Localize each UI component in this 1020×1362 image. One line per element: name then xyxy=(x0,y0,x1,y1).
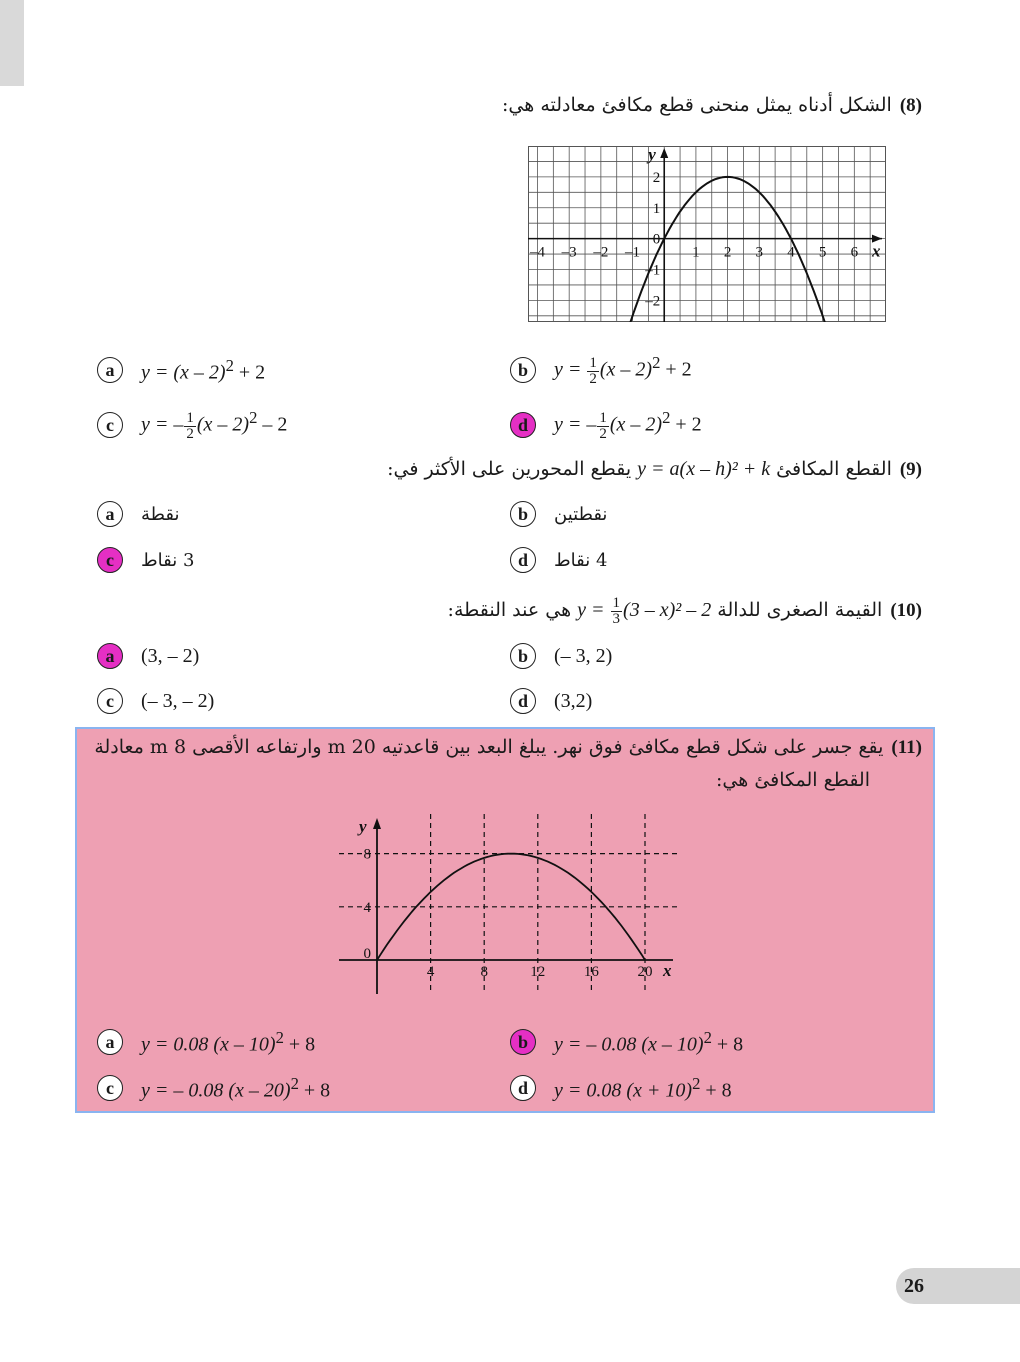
option-letter: b xyxy=(510,1029,536,1055)
option-text: نقطتين xyxy=(554,503,608,525)
option-letter: a xyxy=(97,357,123,383)
y-tick-label: 4 xyxy=(363,899,371,916)
q11-option-b[interactable] xyxy=(510,1026,743,1058)
x-axis-label: x xyxy=(872,241,881,261)
q11-option-d[interactable] xyxy=(510,1072,732,1104)
q8-option-a[interactable] xyxy=(97,354,265,386)
option-letter: a xyxy=(97,643,123,669)
y-tick-label: 0 xyxy=(652,231,661,248)
option-letter: d xyxy=(510,1075,536,1101)
x-tick-label: –2 xyxy=(593,244,609,261)
option-formula: y = – 0.08 (x – 20)$^2$ + 8 xyxy=(141,1073,331,1102)
question-11-number: (11) xyxy=(891,737,922,758)
question-8-text: الشكل أدناه يمثل منحنى قطع مكافئ معادلته هي: xyxy=(502,94,892,116)
y-tick-label: 1 xyxy=(652,200,661,217)
option-formula: y = $\frac{1}{2}$ (x – 2)$^2$ + 2 xyxy=(554,353,692,387)
q11-option-c[interactable] xyxy=(97,1072,330,1104)
option-text: 4 نقاط xyxy=(554,549,608,571)
q10-option-d[interactable] xyxy=(510,685,592,717)
graph-frame xyxy=(529,147,886,322)
x-tick-label: 1 xyxy=(692,244,700,261)
page-number: 26 xyxy=(896,1268,1020,1304)
question-10-stem: (10)القيمة الصغرى للدالة y = $\frac{1}{3}$ (3 – x)² – 2 هي عند النقطة: xyxy=(447,594,922,627)
option-letter: a xyxy=(97,1029,123,1055)
q8-option-b[interactable] xyxy=(510,354,692,386)
q9-option-a[interactable] xyxy=(97,498,180,530)
question-9-number: (9) xyxy=(899,459,922,480)
x-tick-label: 4 xyxy=(426,964,435,980)
q10-option-b[interactable] xyxy=(510,640,612,672)
x-tick-label: –1 xyxy=(625,244,641,261)
option-letter: b xyxy=(510,357,536,383)
y-tick-label: –1 xyxy=(645,262,661,279)
x-tick-label: 12 xyxy=(530,964,546,980)
q9-option-d[interactable] xyxy=(510,544,607,576)
option-text: 3 نقاط xyxy=(141,549,195,571)
q10-option-c[interactable] xyxy=(97,685,214,717)
y-axis-label: y xyxy=(648,146,656,164)
q8-option-d[interactable] xyxy=(510,409,702,441)
option-text: نقطة xyxy=(141,503,180,525)
option-letter: c xyxy=(97,688,123,714)
question-10-math: y = $\frac{1}{3}$ (3 – x)² – 2 xyxy=(577,594,712,627)
x-tick-label: 20 xyxy=(637,964,653,980)
question-10-number: (10) xyxy=(890,600,922,621)
option-letter: b xyxy=(510,643,536,669)
question-9-stem: (9)القطع المكافئ y = a(x – h)² + k يقطع المحورين على الأكثر في: xyxy=(387,458,922,480)
y-tick-label: –2 xyxy=(645,293,661,310)
q9-option-b[interactable] xyxy=(510,498,607,530)
question-9-math: y = a(x – h)² + k xyxy=(637,458,771,480)
option-formula: y = – $\frac{1}{2}$ (x – 2)$^2$ – 2 xyxy=(141,408,288,442)
x-tick-label: –4 xyxy=(530,244,546,261)
x-tick-label: 6 xyxy=(850,244,859,261)
y-axis-arrow xyxy=(660,148,668,158)
q8-option-c[interactable] xyxy=(97,409,287,441)
y-axis-arrow xyxy=(373,818,381,829)
option-formula: y = – $\frac{1}{2}$ (x – 2)$^2$ + 2 xyxy=(554,408,702,442)
option-formula: y = (x – 2)$^2$ + 2 xyxy=(141,355,266,384)
q11-option-a[interactable] xyxy=(97,1026,315,1058)
q10-option-a[interactable] xyxy=(97,640,199,672)
option-text: (– 3, 2) xyxy=(554,644,613,667)
x-tick-label: 16 xyxy=(583,964,599,980)
option-text: (3,2) xyxy=(554,689,593,712)
option-formula: y = 0.08 (x – 10)$^2$ + 8 xyxy=(141,1027,316,1056)
y-tick-label: 0 xyxy=(363,946,371,962)
option-letter: a xyxy=(97,501,123,527)
question-8-graph xyxy=(528,146,886,322)
option-letter: b xyxy=(510,501,536,527)
question-8-stem xyxy=(502,89,922,122)
option-formula: y = 0.08 $(x + 10)^2 + 8$ xyxy=(554,1073,732,1102)
q9-option-c[interactable] xyxy=(97,544,194,576)
x-tick-label: –3 xyxy=(561,244,577,261)
y-tick-label: 8 xyxy=(363,846,371,863)
question-8-number: (8) xyxy=(899,95,922,116)
option-letter: d xyxy=(510,688,536,714)
x-axis-label: x xyxy=(663,961,672,980)
option-formula: y = – 0.08 (x – 10)$^2$ + 8 xyxy=(554,1027,744,1056)
option-letter: d xyxy=(510,547,536,573)
y-tick-label: 2 xyxy=(652,169,661,186)
question-11-stem: (11)يقع جسر على شكل قطع مكافئ فوق نهر. يبلغ البعد بين قاعدتيه 20 m وارتفاعه الأقصى 8 m معادلة القطع المكافئ هي: xyxy=(94,736,922,791)
x-tick-label: 5 xyxy=(818,244,827,261)
x-tick-label: 8 xyxy=(480,964,488,980)
x-tick-label: 2 xyxy=(723,244,732,261)
option-letter: c xyxy=(97,412,123,438)
x-tick-label: 4 xyxy=(787,244,795,261)
option-letter: d xyxy=(510,412,536,438)
question-11-graph xyxy=(335,812,685,994)
option-text: (– 3, – 2) xyxy=(141,689,215,712)
option-text: (3, – 2) xyxy=(141,644,200,667)
page-edge-tab xyxy=(0,0,24,86)
y-axis-label: y xyxy=(359,817,367,836)
option-letter: c xyxy=(97,547,123,573)
x-tick-label: 3 xyxy=(755,244,764,261)
option-letter: c xyxy=(97,1075,123,1101)
